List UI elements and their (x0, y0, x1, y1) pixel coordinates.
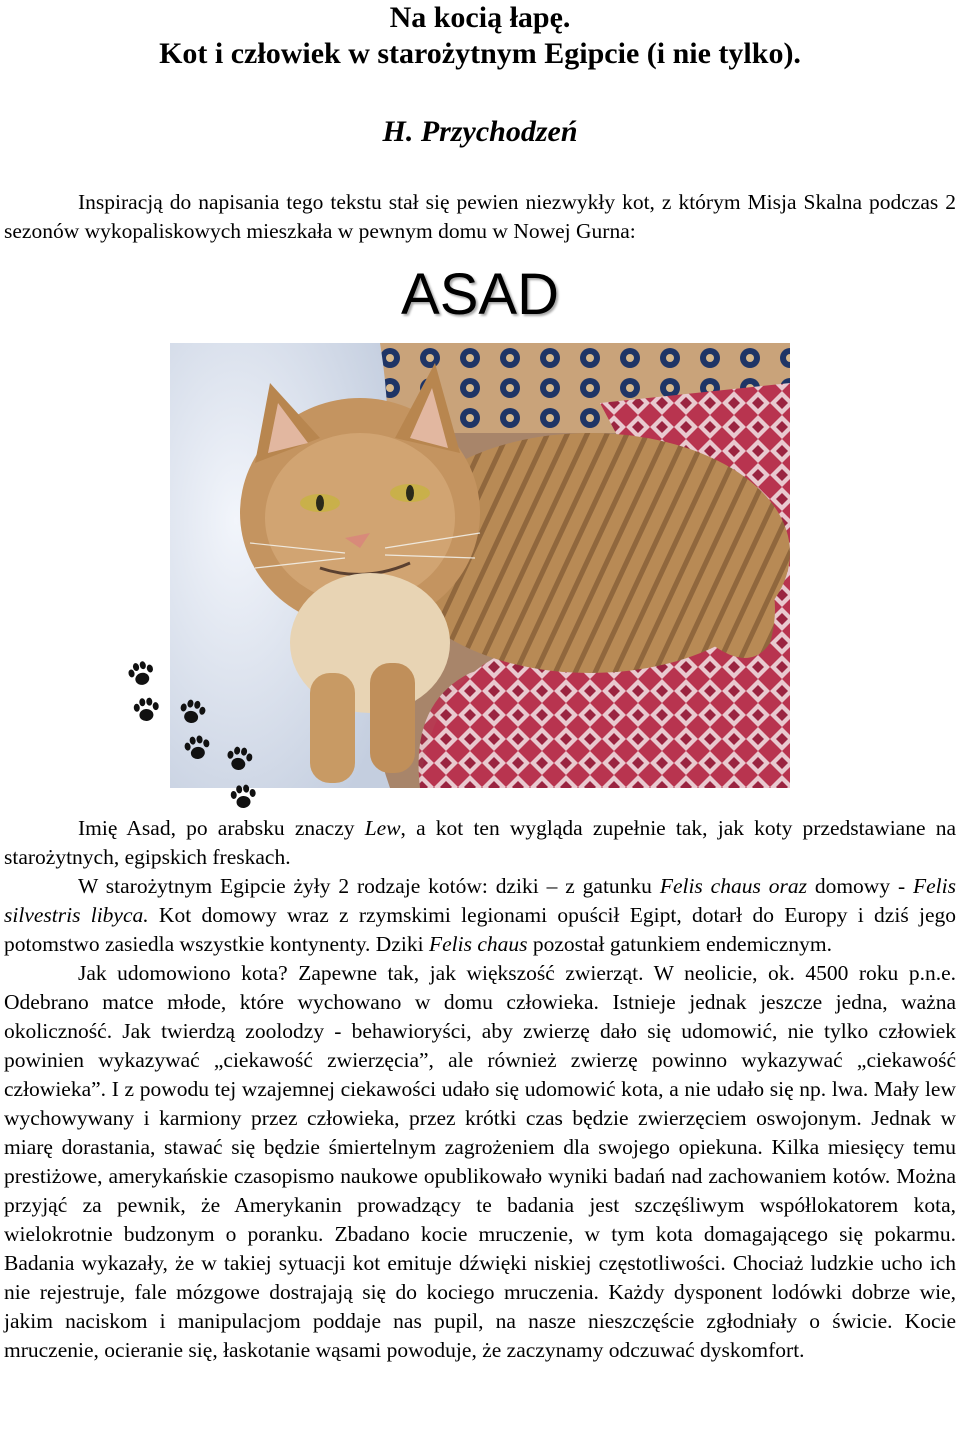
paw-print-icon (223, 743, 255, 775)
paw-print-icon (124, 657, 158, 691)
text-span: Imię Asad, po arabsku znaczy (78, 816, 365, 840)
paragraph-domestication: Jak udomowiono kota? Zapewne tak, jak większość zwierząt. W neolicie, ok. 4500 roku p.n.e. Odebrano matce młode, które wychowano w domu człowieka. Istnieje jednak jeszcze jedna, ważna okoliczność. Jak twierdzą zoolodzy - behawioryści, aby zwierzę dało się udomowić, nie tylko człowiek powinien wykazywać „ciekawość zwierzęcia”, ale również zwierzę powinno wykazywać „ciekawość człowieka”. I z powodu tej wzajemnej ciekawości udało się udomowić kota, a nie udało się np. lwa. Mały lew wychowywany i karmiony przez człowieka, przez krótki czas będzie zwierzęciem oswojonym. Jednak w miarę dorastania, stawać się będzie śmiertelnym zagrożeniem dla swojego opiekuna. Kilka miesięcy temu prestiżowe, amerykańskie czasopismo naukowe opublikowało wyniki badań nad zachowaniem kotów. Można przyjąć za pewnik, że Amerykanin prowadzący te badania jest szczęśliwym współlokatorem kota, wielokrotnie budzonym o poranku. Zbadano kocie mruczenie, w tym kota domagającego się pokarmu. Badania wykazały, że w takiej sytuacji kot emituje dźwięki niskiej częstotliwości. Chociaż ludzkie ucho ich nie rejestruje, fale mózgowe dostrajają się do kociego mruczenia. Każdy dysponent lodówki dobrze wie, jakim naciskom i manipulacjom poddaje nas pupil, na nasze nieszczęście zgłodniały o świcie. Kocie mruczenie, ocieranie się, łaskotanie wąsami powoduje, że zaczynamy odczuwać dyskomfort. (4, 961, 956, 1362)
italic-species: Felis chaus (428, 932, 528, 956)
cat-photo (170, 343, 790, 788)
italic-term: Lew (364, 816, 401, 840)
text-span: , a kot ten wygląda zupełnie tak, jak koty przedstawiane na starożytnych, egipskich freskach. (4, 816, 956, 869)
paw-print-icon (176, 696, 208, 728)
paw-print-icon (181, 732, 213, 764)
title-line-2: Kot i człowiek w starożytnym Egipcie (i nie tylko). (159, 37, 801, 70)
cat-name-heading: ASAD (401, 262, 559, 327)
paragraph-cat-species (4, 872, 956, 959)
text-span: W starożytnym Egipcie żyły 2 rodzaje kotów: dziki – z gatunku (78, 874, 660, 898)
author: H. Przychodzeń (382, 115, 578, 148)
text-span: Kot domowy wraz z rzymskimi legionami opuścił Egipt, dotarł do Europy i dziś jego potomstwo zasiedla wszystkie kontynenty. Dziki (4, 903, 956, 956)
paw-print-icon (131, 695, 161, 725)
text-span: pozostał gatunkiem endemicznym. (527, 932, 832, 956)
article-body (4, 814, 956, 1365)
title-line-1: Na kocią łapę. (389, 1, 571, 34)
text-span: domowy - (806, 874, 913, 898)
italic-species: Felis silvestris libyca. (4, 874, 956, 927)
paw-print-icon (228, 782, 259, 813)
intro-paragraph: Inspiracją do napisania tego tekstu stał się pewien niezwykły kot, z którym Misja Skalna podczas 2 sezonów wykopaliskowych mieszkała w pewnym domu w Nowej Gurna: (4, 190, 956, 243)
italic-species: Felis chaus oraz (659, 874, 807, 898)
paragraph-name-meaning (4, 814, 956, 872)
